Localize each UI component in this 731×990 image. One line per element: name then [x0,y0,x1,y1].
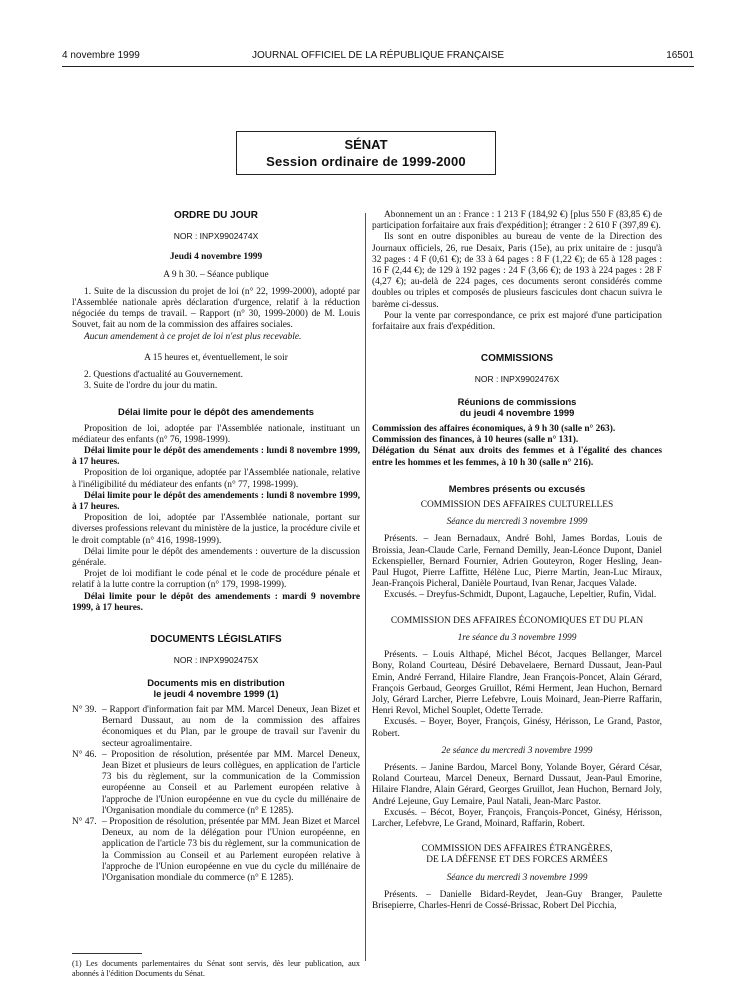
commissions-nor: NOR : INPX9902476X [474,374,560,385]
delai-para: Délai limite pour le dépôt des amendements : lundi 8 novembre 1999, à 17 heures. [72,446,360,468]
reunions-subheading-date: du jeudi 4 novembre 1999 [459,406,575,418]
left-column [72,210,360,884]
reunion-item: Commission des finances, à 10 heures (salle n° 131). [372,435,579,446]
document-text: – Proposition de résolution, présentée par MM. Jean Bizet et Marcel Deneux, au nom de la délégation pour l'Union européenne, en application de l'article 73 bis du règlement, sur la communication de la Commission au Conseil et au Parlement européen relative à l'approche de l'Union européenne en vue du cycle du millénaire de l'Organisation mondiale du commerce (n° E 1285). [102,816,360,883]
seance-label: Séance du mercredi 3 novembre 1999 [446,872,588,883]
ordre-item-1: 1. Suite de la discussion du projet de loi (n° 22, 1999-2000), adopté par l'Assemblée nationale après déclaration d'urgence, relatif à la réduction négociée du temps de travail. – Rapport (n° 30, 1999-2000) de M. Louis Souvet, fait au nom de la commission des affaires sociales. [72,286,360,331]
footnote-rule [72,953,142,954]
ordre-item-2: 2. Questions d'actualité au Gouvernement. [84,370,243,381]
abonnement-para: Pour la vente par correspondance, ce prix est majoré d'une participation forfaitaire aux frais d'expédition. [372,310,662,333]
right-column [372,210,662,912]
documents-subheading-date: le jeudi 4 novembre 1999 (1) [153,687,279,699]
header-page-number: 16501 [666,50,694,61]
document-item [72,817,360,884]
presents-list: Présents. – Danielle Bidard-Reydet, Jean-Guy Branger, Paulette Brisepierre, Charles-Henri de Cossé-Brissac, Robert Del Picchia, [372,889,662,911]
seance-label: 1re séance du 3 novembre 1999 [457,632,577,643]
delai-para: Délai limite pour le dépôt des amendements : mardi 9 novembre 1999, à 17 heures. [72,591,360,613]
abonnement-para: Ils sont en outre disponibles au bureau de vente de la Direction des Journaux officiels, 26, rue Desaix, Paris (15e), au prix unitaire de : jusqu'à 32 pages : 4 F (0,61 €); de 33 à 64 pages : 8 F (1,22 €); de 65 à 128 pages : 16 F (2,44 €); de 129 à 192 pages : 24 F (3,66 €); de 193 à 224 pages : 28 F (4,27 €); au-delà de 224 pages, ces documents seront considérés comme doubles ou triples et composés de plusieurs fascicules dont chacun suivra le barème ci-dessus. [372,232,662,310]
document-text: – Proposition de résolution, présentée par MM. Marcel Deneux, Jean Bizet et plusieurs de leurs collègues, en application de l'article 73 bis du règlement, sur la communication de la Commission européenne au Conseil et au Parlement européen relative à l'approche de l'Union européenne en vue du cycle du millénaire de l'Organisation mondiale du commerce (n° E 1285). [102,749,360,816]
documents-nor: NOR : INPX9902475X [173,655,259,666]
delai-para: Proposition de loi, adoptée par l'Assemblée nationale, instituant un médiateur des enfants (n° 76, 1998-1999). [72,423,360,445]
ordre-nor: NOR : INPX9902474X [173,231,259,242]
commission-name: DE LA DÉFENSE ET DES FORCES ARMÉES [426,855,608,866]
seance-label: Séance du mercredi 3 novembre 1999 [446,517,588,528]
abonnement-para: Abonnement un an : France : 1 213 F (184,92 €) [plus 550 F (83,85 €) de participation forfaitaire aux frais d'expédition]; étranger : 2 610 F (397,89 €). [372,210,662,232]
ordre-time-afternoon: A 15 heures et, éventuellement, le soir [144,352,288,363]
excuses-list: Excusés. – Dreyfus-Schmidt, Dupont, Lagauche, Lepeltier, Rufin, Vidal. [384,590,657,601]
reunion-item: Délégation du Sénat aux droits des femmes et à l'égalité des chances entre les hommes et les femmes, à 10 h 30 (salle n° 216). [372,446,662,468]
footnote: (1) Les documents parlementaires du Sénat sont servis, dès leur publication, aux abonnés à l'édition Documents du Sénat. [72,959,360,978]
presents-list: Présents. – Jean Bernadaux, André Bohl, James Bordas, Louis de Broissia, Jean-Claude Carle, Fernand Demilly, Jean-Léonce Dupont, Daniel Eckenspieller, Bernard Fournier, Adrien Gouteyron, Roger Hesling, Jean-Paul Hugot, Pierre Laffitte, Hélène Luc, Pierre Martin, Jean-Luc Miraux, Jean-François Picheral, Danièle Pourtaud, Ivan Renar, Jacques Valade. [372,534,662,590]
document-number: N° 47. [72,816,97,827]
header-date: 4 novembre 1999 [62,50,140,61]
ordre-note: Aucun amendement à ce projet de loi n'est plus recevable. [84,331,302,342]
presents-list: Présents. – Louis Althapé, Michel Bécot, Jacques Bellanger, Marcel Bony, Roland Courteau, Désiré Debavelaere, Bernard Dussaut, Jean-Paul Emin, André Ferrand, Hilaire Flandre, Jean François-Poncet, Alain Gérard, François Gerbaud, Georges Gruillot, Rémi Herment, Jean Huchon, Bernard Joly, Gérard Larcher, Pierre Lefebvre, Louis Moinard, Jean-Pierre Raffarin, Henri Revol, Michel Souplet, Odette Terrade. [372,650,662,717]
title-box [236,131,496,175]
documents-subheading: Documents mis en distribution [147,676,285,688]
reunion-item: Commission des affaires économiques, à 9 h 30 (salle n° 263). [372,424,616,435]
ordre-item-3: 3. Suite de l'ordre du jour du matin. [84,381,218,392]
presents-list: Présents. – Janine Bardou, Marcel Bony, Yolande Boyer, Gérard César, Roland Courteau, Marcel Deneux, Bernard Dussaut, Jean-Paul Emorine, Hilaire Flandre, Alain Gérard, Georges Gruillot, Jean Huchon, Bernard Joly, André Lejeune, Guy Lemaire, Paul Natali, Jean-Marc Pastor. [372,762,662,807]
document-text: – Rapport d'information fait par MM. Marcel Deneux, Jean Bizet et Bernard Dussaut, au nom de la commission des affaires économiques et du Plan, par le groupe de travail sur l'avenir du secteur agroalimentaire. [102,704,360,749]
running-header [62,50,694,66]
commissions-heading: COMMISSIONS [480,353,554,365]
ordre-date: Jeudi 4 novembre 1999 [169,252,263,263]
membres-heading: Membres présents ou excusés [448,482,586,494]
delai-para: Délai limite pour le dépôt des amendements : lundi 8 novembre 1999, à 17 heures. [72,490,360,513]
excuses-list: Excusés. – Bécot, Boyer, François, François-Poncet, Ginésy, Hérisson, Larcher, Lefebvre, Le Grand, Moinard, Raffarin, Robert. [372,807,662,829]
column-separator [365,213,366,961]
seance-label: 2e séance du mercredi 3 novembre 1999 [441,745,593,756]
ordre-time-morning: A 9 h 30. – Séance publique [163,269,269,280]
delai-heading: Délai limite pour le dépôt des amendements [118,406,314,418]
reunions-subheading: Réunions de commissions [457,395,577,407]
commission-name: COMMISSION DES AFFAIRES CULTURELLES [420,500,614,511]
commission-name: COMMISSION DES AFFAIRES ÉTRANGÈRES, [421,844,613,855]
document-number: N° 39. [72,704,97,715]
header-rule [62,66,694,67]
commission-name: COMMISSION DES AFFAIRES ÉCONOMIQUES ET DU PLAN [390,615,644,626]
delai-para: Proposition de loi, adoptée par l'Assemblée nationale, portant sur diverses professions relevant du ministère de la justice, la procédure civile et le droit comptable (n° 416, 1998-1999). [72,513,360,546]
title-session: Session ordinaire de 1999-2000 [266,154,466,169]
document-item [72,705,360,750]
delai-para: Projet de loi modifiant le code pénal et le code de procédure pénale et relatif à la lutte contre la corruption (n° 179, 1998-1999). [72,569,360,591]
excuses-list: Excusés. – Boyer, Boyer, François, Ginésy, Hérisson, Le Grand, Pastor, Robert. [372,717,662,739]
document-number: N° 46. [72,749,97,760]
delai-para: Proposition de loi organique, adoptée par l'Assemblée nationale, relative à l'inéligibilité du médiateur des enfants (n° 77, 1998-1999). [72,468,360,490]
documents-heading: DOCUMENTS LÉGISLATIFS [150,634,282,646]
header-journal-title: JOURNAL OFFICIEL DE LA RÉPUBLIQUE FRANÇAISE [251,50,505,61]
ordre-du-jour-heading: ORDRE DU JOUR [174,210,258,221]
document-item [72,750,360,817]
delai-para: Délai limite pour le dépôt des amendements : ouverture de la discussion générale. [72,546,360,569]
title-senat: SÉNAT [344,137,388,152]
